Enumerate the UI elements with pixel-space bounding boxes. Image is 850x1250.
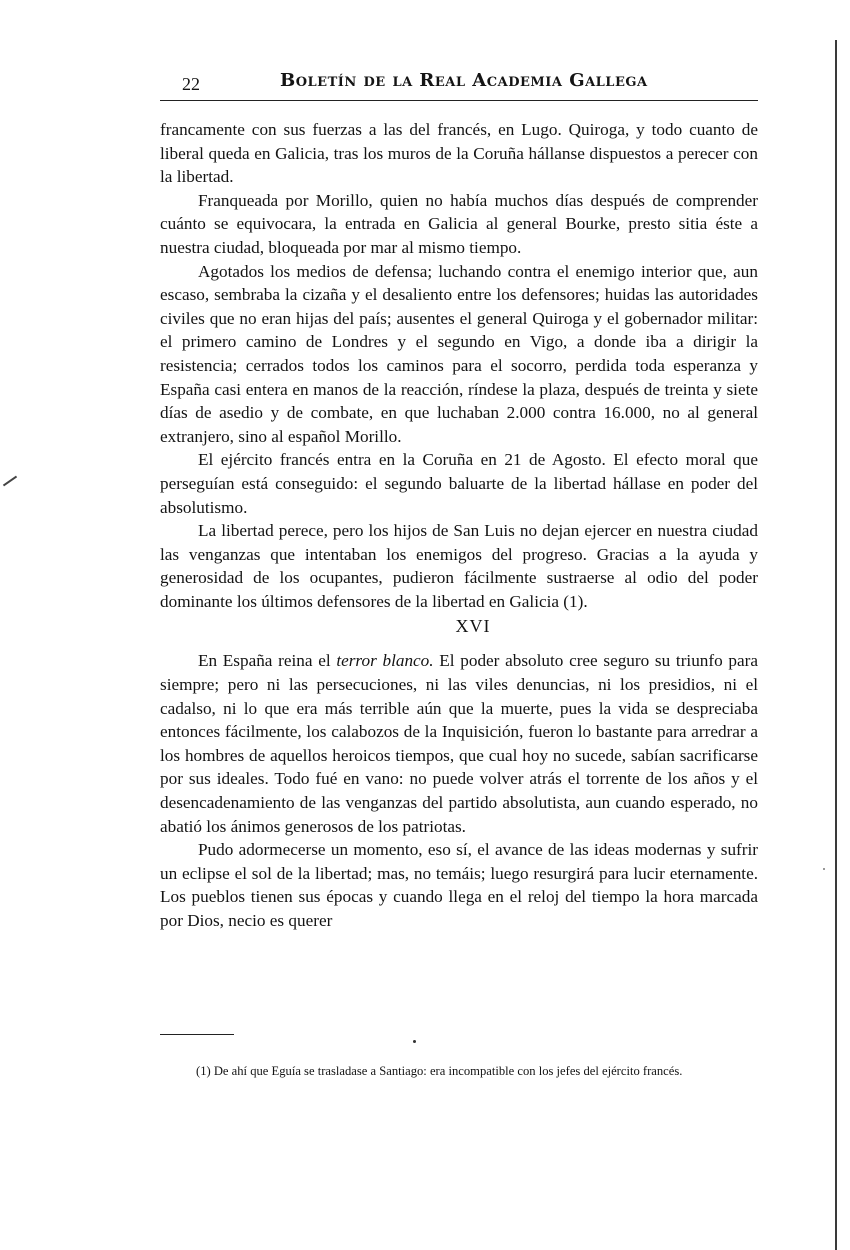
scan-mark xyxy=(3,476,17,487)
emphasis-text: terror blanco. xyxy=(336,651,434,671)
paragraph: La libertad perece, pero los hijos de San Luis no dejan ejercer en nuestra ciudad las venganzas que intentaban los enemigos del progreso. Gracias a la ayuda y generosidad de los ocupantes, pudieron fácilmente sustraerse al odio del poder dominante los últimos defensores de la libertad en Galicia (1). xyxy=(160,521,758,611)
running-head xyxy=(160,70,758,100)
paragraph-text: Pudo adormecerse un momento, eso sí, el avance de las ideas modernas y sufrir un eclipse el sol de la libertad; mas, no temáis; luego resurgirá para lucir eternamente. Los pueblos tienen sus épocas y cuando llega en el reloj del tiempo la hora marcada por Dios, necio es querer xyxy=(160,840,758,930)
journal-title: Boletín de la Real Academia Gallega xyxy=(280,70,648,91)
scan-edge-line xyxy=(835,40,837,1250)
paragraph: Agotados los medios de defensa; luchando contra el enemigo interior que, aun escaso, sembraba la cizaña y el desaliento entre los defensores; huidas las autoridades civiles que no eran hijas del país; ausentes el general Quiroga y el gobernador militar: el primero camino de Londres y el segundo en Vigo, a donde iba a dirigir la resistencia; cerrados todos los caminos para el socorro, perdida toda esperanza y España casi entera en manos de la reacción, ríndese la plaza, después de treinta y siete días de asedio y de combate, en que luchaban 2.000 contra 16.000, no al general extranjero, sino al español Morillo. xyxy=(160,261,758,446)
header-rule xyxy=(160,100,758,101)
body-text xyxy=(160,118,758,933)
footnote-rule xyxy=(160,1034,234,1035)
paragraph xyxy=(160,649,758,838)
paragraph-text: En España reina el xyxy=(198,651,337,671)
page-number: 22 xyxy=(182,74,200,94)
paragraph xyxy=(160,838,758,932)
paragraph: El ejército francés entra en la Coruña en 21 de Agosto. El efecto moral que perseguían está conseguido: el segundo baluarte de la libertad hállase en poder del absolutismo. xyxy=(160,450,758,517)
section-heading: XVI xyxy=(455,616,491,637)
scan-speck xyxy=(413,1040,416,1043)
paragraph-text: El poder absoluto cree seguro su triunfo para siempre; pero ni las persecuciones, ni las viles denuncias, ni los presidios, ni el cadalso, ni lo que era más terrible aún que la muerte, pues la vida se despreciaba entonces fácilmente, los calabozos de la Inquisición, fueron lo bastante para arredrar a los hombres de aquellos heroicos tiempos, que cual hoy no sucede, sabían sacrificarse por sus ideales. Todo fué en vano: no puede volver atrás el torrente de los años y el desencadenamiento de las venganzas del partido absolutista, aun cuando esperado, no abatió los ánimos generosos de los patriotas. xyxy=(160,651,758,836)
paragraph: francamente con sus fuerzas a las del francés, en Lugo. Quiroga, y todo cuanto de liberal queda en Galicia, tras los muros de la Coruña hállanse dispuestos a perecer con la libertad. xyxy=(160,120,758,187)
paragraph: Franqueada por Morillo, quien no había muchos días después de comprender cuánto se equivocara, la entrada en Galicia al general Bourke, presto sitia éste a nuestra ciudad, bloqueada por mar al mismo tiempo. xyxy=(160,190,758,257)
footnote: (1) De ahí que Eguía se trasladase a Santiago: era incompatible con los jefes del ejército francés. xyxy=(196,1063,683,1078)
scan-speck xyxy=(823,868,825,870)
